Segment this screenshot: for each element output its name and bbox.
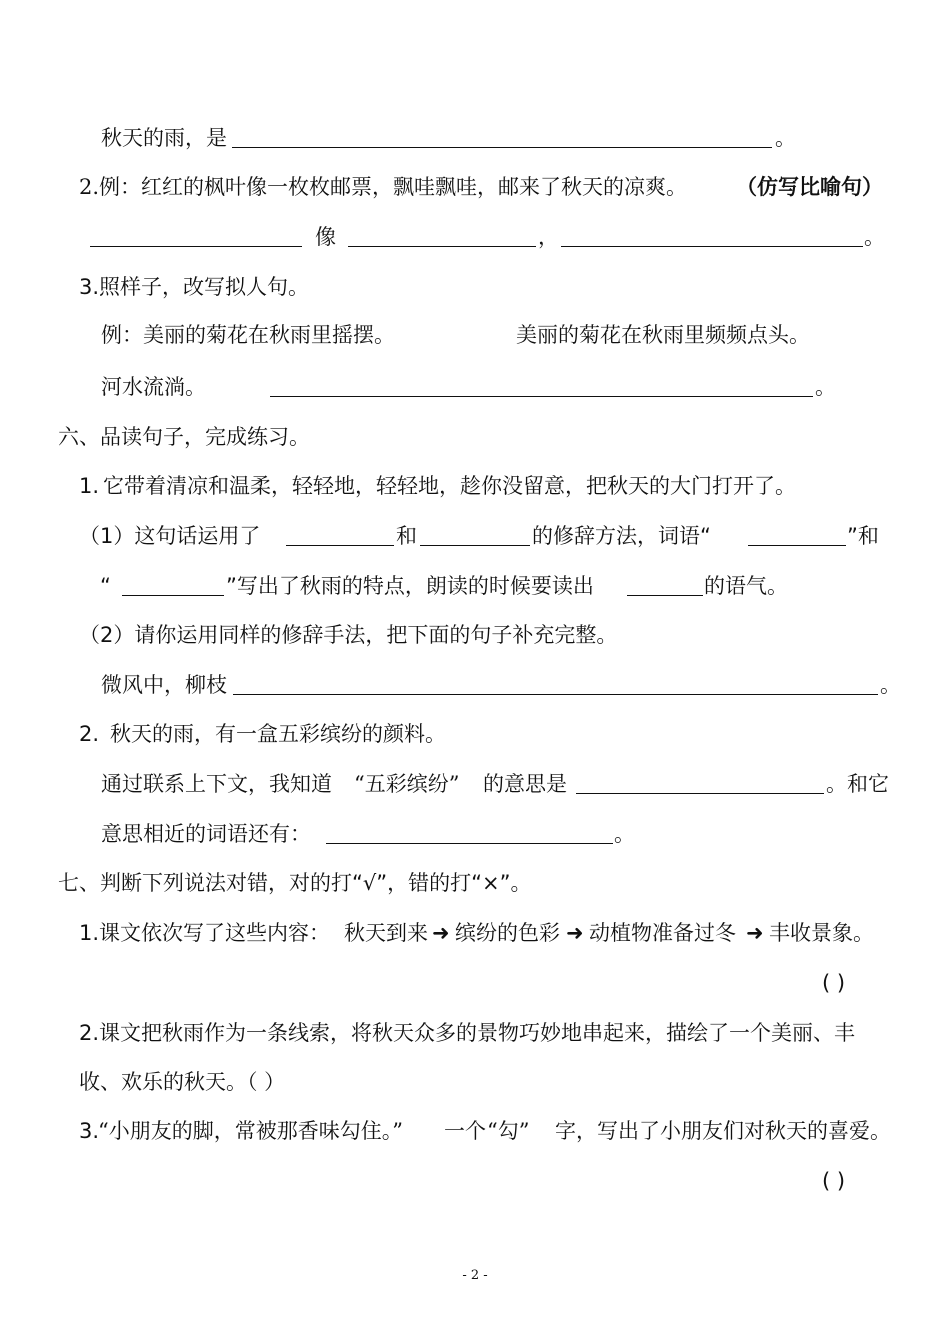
answer-blank[interactable] — [122, 573, 224, 596]
arrow-right-icon: ➜ — [746, 921, 764, 945]
answer-paren[interactable]: ( ) — [822, 1169, 846, 1193]
text: 字，写出了小朋友们对秋天的喜爱。 — [555, 1119, 891, 1143]
question-text: （2）请你运用同样的修辞手法，把下面的句子补充完整。 — [79, 623, 618, 647]
text: 通过联系上下文，我知道 — [101, 772, 332, 796]
quoted-term: “勾” — [487, 1119, 530, 1143]
question-text: 它带着清凉和温柔，轻轻地，轻轻地，趁你没留意，把秋天的大门打开了。 — [103, 474, 796, 498]
text: ， — [538, 225, 559, 249]
quoted-term: “五彩缤纷” — [354, 772, 460, 796]
text: 秋天的雨，是 — [101, 126, 227, 150]
text: 。 — [614, 822, 635, 846]
quoted-sentence: “小朋友的脚，常被那香味勾住。” — [98, 1119, 403, 1143]
answer-blank[interactable] — [627, 573, 703, 596]
question-text: 2.例：红红的枫叶像一枚枚邮票，飘哇飘哇，邮来了秋天的凉爽。 — [79, 175, 688, 199]
answer-blank[interactable] — [420, 523, 530, 546]
text: 。 — [864, 225, 885, 249]
answer-blank[interactable] — [233, 672, 878, 695]
section-title: 六、品读句子，完成练习。 — [58, 425, 310, 449]
text: 的修辞方法，词语“ — [532, 524, 711, 548]
text: 河水流淌。 — [101, 375, 206, 399]
text: 微风中，柳枝 — [101, 673, 227, 697]
text: 。 — [775, 126, 796, 150]
sequence-item: 秋天到来 — [344, 921, 428, 945]
text: ”写出了秋雨的特点，朗读的时候要读出 — [226, 574, 594, 598]
text: “ — [100, 574, 111, 598]
answer-blank[interactable] — [90, 224, 302, 247]
question-text: 收、欢乐的秋天。（ ） — [79, 1070, 286, 1094]
answer-blank[interactable] — [286, 523, 394, 546]
question-number: 1. — [79, 474, 100, 498]
text: 。和它 — [826, 772, 889, 796]
question-text: 2.课文把秋雨作为一条线索，将秋天众多的景物巧妙地串起来，描绘了一个美丽、丰 — [79, 1021, 856, 1045]
question-text: 3.照样子，改写拟人句。 — [79, 275, 310, 299]
question-text: 秋天的雨，有一盒五彩缤纷的颜料。 — [110, 722, 446, 746]
sequence-item: 动植物准备过冬 — [589, 921, 736, 945]
text: （1）这句话运用了 — [79, 524, 261, 548]
text: 一个 — [444, 1119, 486, 1143]
text: 。 — [880, 673, 901, 697]
text: 像 — [315, 225, 336, 249]
question-number: 3. — [79, 1119, 100, 1143]
text: ”和 — [847, 524, 879, 548]
section-title: 七、判断下列说法对错，对的打“√”，错的打“×”。 — [58, 871, 532, 895]
text: 1.课文依次写了这些内容： — [79, 921, 331, 945]
answer-blank[interactable] — [748, 523, 846, 546]
question-note: （仿写比喻句） — [736, 175, 883, 199]
answer-blank[interactable] — [232, 125, 772, 148]
arrow-right-icon: ➜ — [566, 921, 584, 945]
question-number: 2. — [79, 722, 100, 746]
answer-paren[interactable]: ( ) — [822, 971, 846, 995]
text: 和 — [396, 524, 417, 548]
answer-blank[interactable] — [576, 771, 824, 794]
answer-blank[interactable] — [561, 224, 863, 247]
answer-blank[interactable] — [270, 374, 813, 397]
sequence-item: 缤纷的色彩 — [455, 921, 560, 945]
text: 的语气。 — [704, 574, 788, 598]
example-text: 例：美丽的菊花在秋雨里摇摆。 — [101, 323, 395, 347]
text: 意思相近的词语还有： — [101, 822, 311, 846]
arrow-right-icon: ➜ — [432, 921, 450, 945]
example-text: 美丽的菊花在秋雨里频频点头。 — [516, 323, 810, 347]
page-number: - 2 - — [462, 1268, 488, 1283]
text: 。 — [815, 375, 836, 399]
text: 的意思是 — [483, 772, 567, 796]
answer-blank[interactable] — [326, 821, 613, 844]
sequence-item: 丰收景象。 — [769, 921, 874, 945]
answer-blank[interactable] — [348, 224, 536, 247]
